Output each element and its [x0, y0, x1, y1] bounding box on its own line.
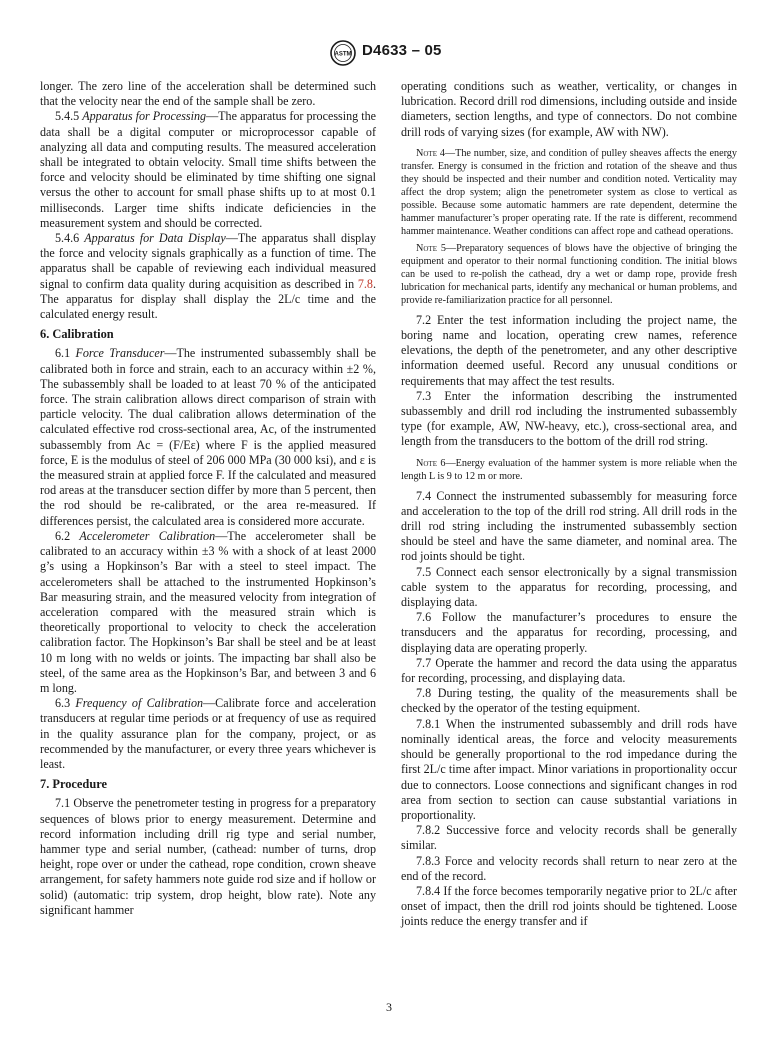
heading-procedure: 7. Procedure	[40, 777, 107, 792]
left-column	[40, 79, 376, 918]
section-7-6: 7.6 Follow the manufacturer’s procedures to ensure the transducers and the apparatus for recording, processing, and displaying data are operating properly.	[401, 610, 737, 655]
note-5: Note 5—Preparatory sequences of blows have the objective of bringing the equipment and operator to their normal functioning condition. The initial blows can be used to re-polish the cathead, dry a wet or damp rope, provide fresh lubrication for mechanical parts, identify any mechanical or human problems, and provide re-familiarization practice for all personnel.	[401, 242, 737, 306]
page-header	[0, 38, 778, 70]
section-5-4-6: 5.4.6 Apparatus for Data Display—The apparatus shall display the force and velocity signals graphically as a function of time. The apparatus shall be capable of reviewing each individual measured signal to confirm data quality during acquisition as described in 7.8. The apparatus for display shall display the 2L/c time and the calculated energy result.	[40, 231, 376, 322]
right-column	[401, 79, 737, 930]
document-id: D4633 – 05	[362, 42, 442, 59]
paragraph: longer. The zero line of the acceleration shall be determined such that the velocity near the end of the sample shall be zero.	[40, 79, 376, 109]
section-7-8-4: 7.8.4 If the force becomes temporarily negative prior to 2L/c after onset of impact, then the drill rod joints should be tightened. Loose joints reduce the energy transfer and if	[401, 883, 737, 929]
heading-calibration: 6. Calibration	[40, 327, 114, 342]
section-7-8: 7.8 During testing, the quality of the measurements shall be checked by the operator of the testing equipment.	[401, 686, 737, 716]
section-6-3: 6.3 Frequency of Calibration—Calibrate force and acceleration transducers at regular time periods or at frequency of use as required in the quality assurance plan for the company, project, or as recommended by the manufacturer, or every three years whichever is least.	[40, 696, 376, 771]
section-link-7-8[interactable]: 7.8	[357, 276, 373, 291]
astm-logo-icon	[330, 40, 356, 66]
section-7-1: 7.1 Observe the penetrometer testing in progress for a preparatory sequences of blows prior to energy measurement. Determine and record information including drill rig type and serial number, hammer type and serial number, (cathead: number of turns, drop height, rope over or under the cathead, rope condition, crown sheave arrangement, for safety hammers note guide rod size and if hollow or solid) (automatic: trip system, drop height, blow rate). Note any significant hammer	[40, 796, 376, 917]
section-7-8-3: 7.8.3 Force and velocity records shall return to near zero at the end of the record.	[401, 853, 737, 883]
section-6-2: 6.2 Accelerometer Calibration—The accelerometer shall be calibrated to an accuracy within ±3 % with a shock of at least 2000 g’s using a Hopkinson’s Bar with a steel to steel impact. The accelerometers shall be attached to the instrumented Hopkinson’s Bar measuring strain, and the measured velocity from integration of acceleration compared with the measured strain which is theoretically proportional to velocity to check the acceleration calibration factor. The Hopkinson’s Bar shall be steel and be at least 10 m long with no welds or joints. The impacting bar shall also be steel, of the same area as the Hopkinson’s Bar, and between 3 and 6 m long.	[40, 528, 376, 695]
astm-logo-text: ASTM	[334, 51, 352, 58]
page-number: 3	[386, 1000, 392, 1014]
note-4: Note 4—The number, size, and condition of pulley sheaves affects the energy transfer. Energy is consumed in the friction and rotation of the sheave and thus they should be inspected and their number and condition noted. Verticality may affect the drop system; align the penetrometer system as close to vertical as possible. Because some automatic hammers are rate dependent, determine the hammer manufacturer’s proper operating rate. If the rate is different, recommend hammer maintenance. Weather conditions can affect rope and cathead operations.	[401, 147, 737, 237]
section-7-2: 7.2 Enter the test information including the project name, the boring name and location, operating crew names, reference elevations, the depth of the penetrometer, and any other descriptive information deemed useful. Record any unusual conditions or requirements that may affect the test results.	[401, 312, 737, 388]
section-7-3: 7.3 Enter the information describing the instrumented subassembly and drill rod including the instrumented subassembly type (for example, AW, NW-heavy, etc.), cross-sectional area, and length from the transducers to the bottom of the drill rod string.	[401, 388, 737, 449]
section-6-1: 6.1 Force Transducer—The instrumented subassembly shall be calibrated both in force and strain, each to an accuracy within ±2 %, The subassembly shall be loaded to at least 70 % of the anticipated force. The strain calibration allows direct comparison of strain with particle velocity. The dual calibration allows determination of the calculated effective rod cross-sectional area, Ac, of the instrumented subassembly from Ac = (F/Eε) where F is the applied measured force, E is the modulus of steel of 206 000 MPa (30 000 ksi), and ε is the measured strain at applied force F. If the calculated and measured rod areas at the transducer section differ by more than 5 percent, then the rod should be re-calibrated, or the area re-measured. If differences persist, the calculated area is considered more accurate.	[40, 346, 376, 528]
paragraph: operating conditions such as weather, verticality, or changes in lubrication. Record drill rod dimensions, including outside and inside diameters, section lengths, and type of connectors. Do not combine drill rods of varying sizes (for example, AW with NW).	[401, 79, 737, 139]
section-7-5: 7.5 Connect each sensor electronically by a signal transmission cable system to the apparatus for recording, processing, and displaying data.	[401, 564, 737, 610]
section-7-8-1: 7.8.1 When the instrumented subassembly and drill rods have nominally identical areas, the force and velocity measurements should be generally proportional to the rod impedance during the first 2L/c time after impact. Minor variations in proportionality occur due to connectors. Loose connections and significant changes in rod area from section to section can cause substantial variations in proportionality.	[401, 716, 737, 822]
section-7-4: 7.4 Connect the instrumented subassembly for measuring force and acceleration to the top of the drill rod string. All drill rods in the drill rod string including the instrumented subassembly section should be steel and have the same diameter, and nominal area. The rod joints should be tight.	[401, 488, 737, 564]
section-7-8-2: 7.8.2 Successive force and velocity records shall be generally similar.	[401, 823, 737, 853]
note-6: Note 6—Energy evaluation of the hammer system is more reliable when the length L is 9 to 12 m or more.	[401, 457, 737, 482]
section-7-7: 7.7 Operate the hammer and record the data using the apparatus for recording, processing, and displaying data.	[401, 655, 737, 686]
section-5-4-5: 5.4.5 Apparatus for Processing—The apparatus for processing the data shall be a digital computer or microprocessor capable of analyzing all data and computing results. The measured acceleration shall be integrated to obtain velocity. Small time shifts between the force and velocity should be eliminated by time shifting one signal versus the other to account for small phase shifts up to at most 0.1 milliseconds. Larger time shifts indicate deficiencies in the measurement system and should be corrected.	[40, 109, 377, 230]
